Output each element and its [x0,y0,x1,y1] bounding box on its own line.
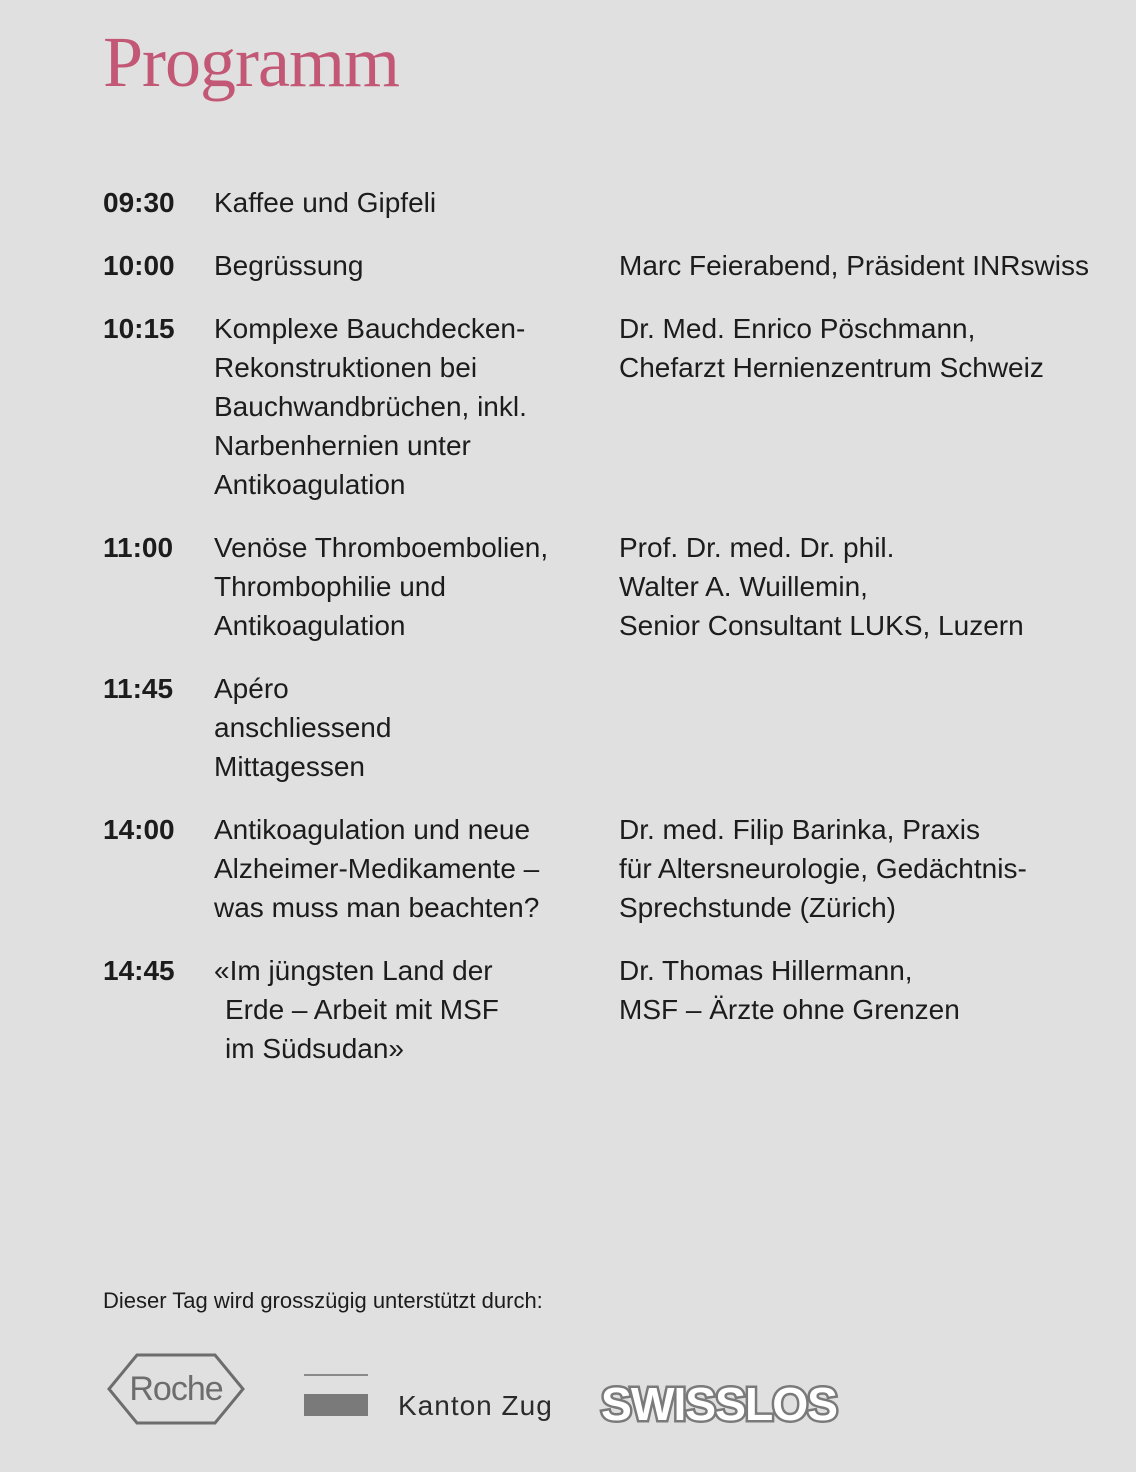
program-speaker [619,951,1113,1068]
speaker-line: Prof. Dr. med. Dr. phil. [619,532,895,563]
program-topic [214,810,619,927]
program-topic [214,183,619,222]
topic-line: Thrombophilie und [214,571,446,602]
program-row [103,309,1113,504]
program-speaker [619,669,1113,786]
speaker-line: Dr. med. Filip Barinka, Praxis [619,814,980,845]
topic-line: was muss man beachten? [214,892,540,923]
program-time: 14:00 [103,814,175,845]
swisslos-wordmark-icon [599,1380,839,1428]
speaker-line: Chefarzt Hernienzentrum Schweiz [619,352,1044,383]
topic-line: Mittagessen [214,751,365,782]
speaker-line: für Altersneurologie, Gedächtnis- [619,853,1027,884]
program-schedule [103,183,1113,1092]
program-speaker [619,309,1113,504]
program-speaker [619,528,1113,645]
kanton-zug-text: Kanton Zug [398,1390,553,1421]
program-time: 10:00 [103,250,175,281]
swisslos-logo-text: SWISSLOS [601,1380,837,1428]
topic-line: Bauchwandbrüchen, inkl. [214,391,527,422]
topic-line: Komplexe Bauchdecken- [214,313,526,344]
speaker-line: Walter A. Wuillemin, [619,571,868,602]
program-speaker [619,183,1113,222]
topic-line: Alzheimer-Medikamente – [214,853,540,884]
program-speaker [619,246,1113,285]
program-topic [214,951,619,1068]
program-row [103,528,1113,645]
speaker-line: MSF – Ärzte ohne Grenzen [619,994,960,1025]
program-row [103,183,1113,222]
topic-line: Erde – Arbeit mit MSF [225,994,499,1025]
program-time: 11:45 [103,673,174,704]
program-row [103,951,1113,1068]
speaker-line: Marc Feierabend, Präsident INRswiss [619,250,1089,281]
program-row [103,810,1113,927]
zug-line-icon [304,1374,368,1376]
topic-line: Antikoagulation [214,469,406,500]
program-topic [214,246,619,285]
program-time: 10:15 [103,313,175,344]
program-time: 14:45 [103,955,175,986]
program-speaker [619,810,1113,927]
program-topic [214,309,619,504]
topic-line: Rekonstruktionen bei [214,352,478,383]
topic-line: Begrüssung [214,250,364,281]
roche-logo [107,1353,245,1425]
topic-line: Apéro [214,673,289,704]
program-row [103,669,1113,786]
topic-line: Kaffee und Gipfeli [214,187,437,218]
topic-line: Antikoagulation [214,610,406,641]
speaker-line: Dr. Thomas Hillermann, [619,955,913,986]
sponsor-logos [103,1350,863,1440]
topic-line: Antikoagulation und neue [214,814,531,845]
kanton-zug-logo [304,1374,554,1426]
roche-logo-text: Roche [129,1370,223,1408]
topic-line: «Im jüngsten Land der [214,955,493,986]
topic-line: anschliessend [214,712,392,743]
program-row [103,246,1113,285]
topic-line: im Südsudan» [225,1033,405,1064]
topic-line: Narbenhernien unter [214,430,471,461]
speaker-line: Sprechstunde (Zürich) [619,892,897,923]
speaker-line: Dr. Med. Enrico Pöschmann, [619,313,976,344]
topic-line: Venöse Thromboembolien, [214,532,549,563]
program-time: 09:30 [103,187,175,218]
page-title: Programm [103,22,399,102]
speaker-line: Senior Consultant LUKS, Luzern [619,610,1024,641]
program-topic [214,528,619,645]
swisslos-logo [599,1380,839,1428]
zug-block-icon [304,1394,368,1416]
sponsors-note: Dieser Tag wird grosszügig unterstützt durch: [103,1288,543,1313]
program-time: 11:00 [103,532,174,563]
program-topic [214,669,619,786]
